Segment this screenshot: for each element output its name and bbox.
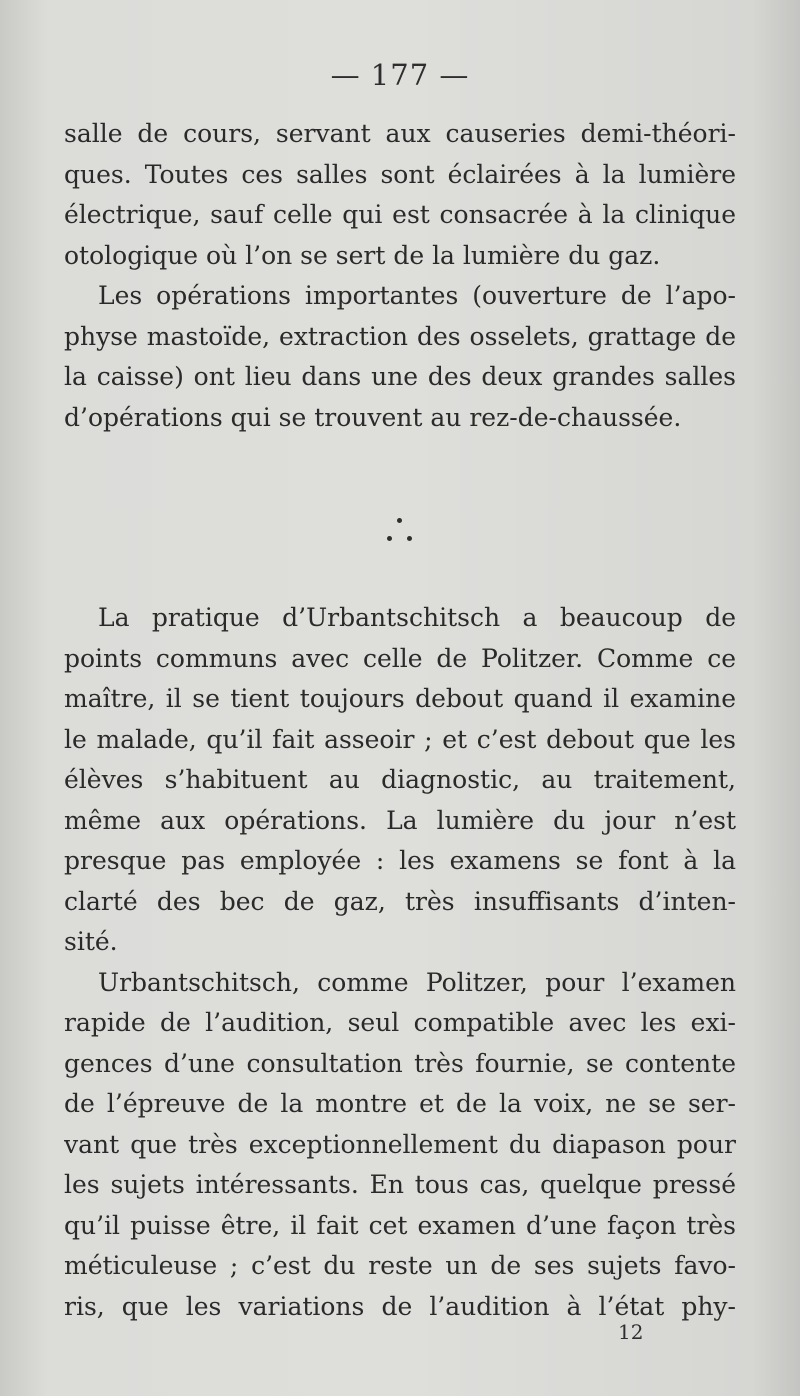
text-line: vant que très exceptionnellement du diapason pour (64, 1129, 736, 1159)
text-line: d’opérations qui se trouvent au rez-de-chaussée. (64, 402, 682, 432)
text-line: qu’il puisse être, il fait cet examen d’une façon très (64, 1210, 736, 1240)
paragraph-1 (64, 114, 736, 276)
text-line: physe mastoïde, extraction des osselets, grattage de (64, 321, 736, 351)
text-line: de l’épreuve de la montre et de la voix, ne se ser- (64, 1089, 736, 1118)
text-line: ris, que les variations de l’audition à l’état phy- (64, 1291, 736, 1321)
text-line: salle de cours, servant aux causeries demi-théori- (64, 119, 736, 148)
text-line: méticuleuse ; c’est du reste un de ses sujets favo- (64, 1251, 736, 1280)
text-line: Les opérations importantes (ouverture de l’apo- (98, 281, 736, 310)
text-line: maître, il se tient toujours debout quand il examine (64, 684, 736, 713)
text-line: clarté des bec de gaz, très insuffisants d’inten- (64, 886, 736, 916)
text-line: La pratique d’Urbantschitsch a beaucoup de (98, 603, 736, 632)
text-line: ques. Toutes ces salles sont éclairées à la lumière (64, 159, 736, 189)
printer-signature-mark: 12 (618, 1320, 644, 1344)
text-line: même aux opérations. La lumière du jour n’est (64, 805, 736, 835)
asterism-dot (397, 518, 402, 523)
paragraph-4 (64, 963, 736, 1328)
text-line: points communs avec celle de Politzer. Comme ce (64, 643, 736, 673)
text-line: les sujets intéressants. En tous cas, quelque pressé (64, 1170, 736, 1199)
text-line: la caisse) ont lieu dans une des deux grandes salles (64, 362, 736, 391)
asterism-dot (407, 536, 412, 541)
text-line: otologique où l’on se sert de la lumière du gaz. (64, 240, 661, 270)
text-line: presque pas employée : les examens se font à la (64, 846, 736, 875)
text-line: Urbantschitsch, comme Politzer, pour l’examen (98, 967, 736, 997)
text-block-top (64, 114, 736, 438)
text-line: électrique, sauf celle qui est consacrée à la clinique (64, 200, 736, 229)
paragraph-2 (64, 276, 736, 438)
asterism-dot (387, 536, 392, 541)
text-line: élèves s’habituent au diagnostic, au traitement, (64, 765, 736, 794)
text-line: le malade, qu’il fait asseoir ; et c’est debout que les (64, 724, 736, 754)
paragraph-3 (64, 598, 736, 963)
text-line: gences d’une consultation très fournie, se contente (64, 1048, 736, 1078)
text-line: rapide de l’audition, seul compatible avec les exi- (64, 1008, 736, 1037)
page-number: — 177 — (330, 58, 470, 92)
text-block-bottom (64, 598, 736, 1327)
section-asterism (383, 500, 417, 550)
text-line: sité. (64, 927, 118, 956)
